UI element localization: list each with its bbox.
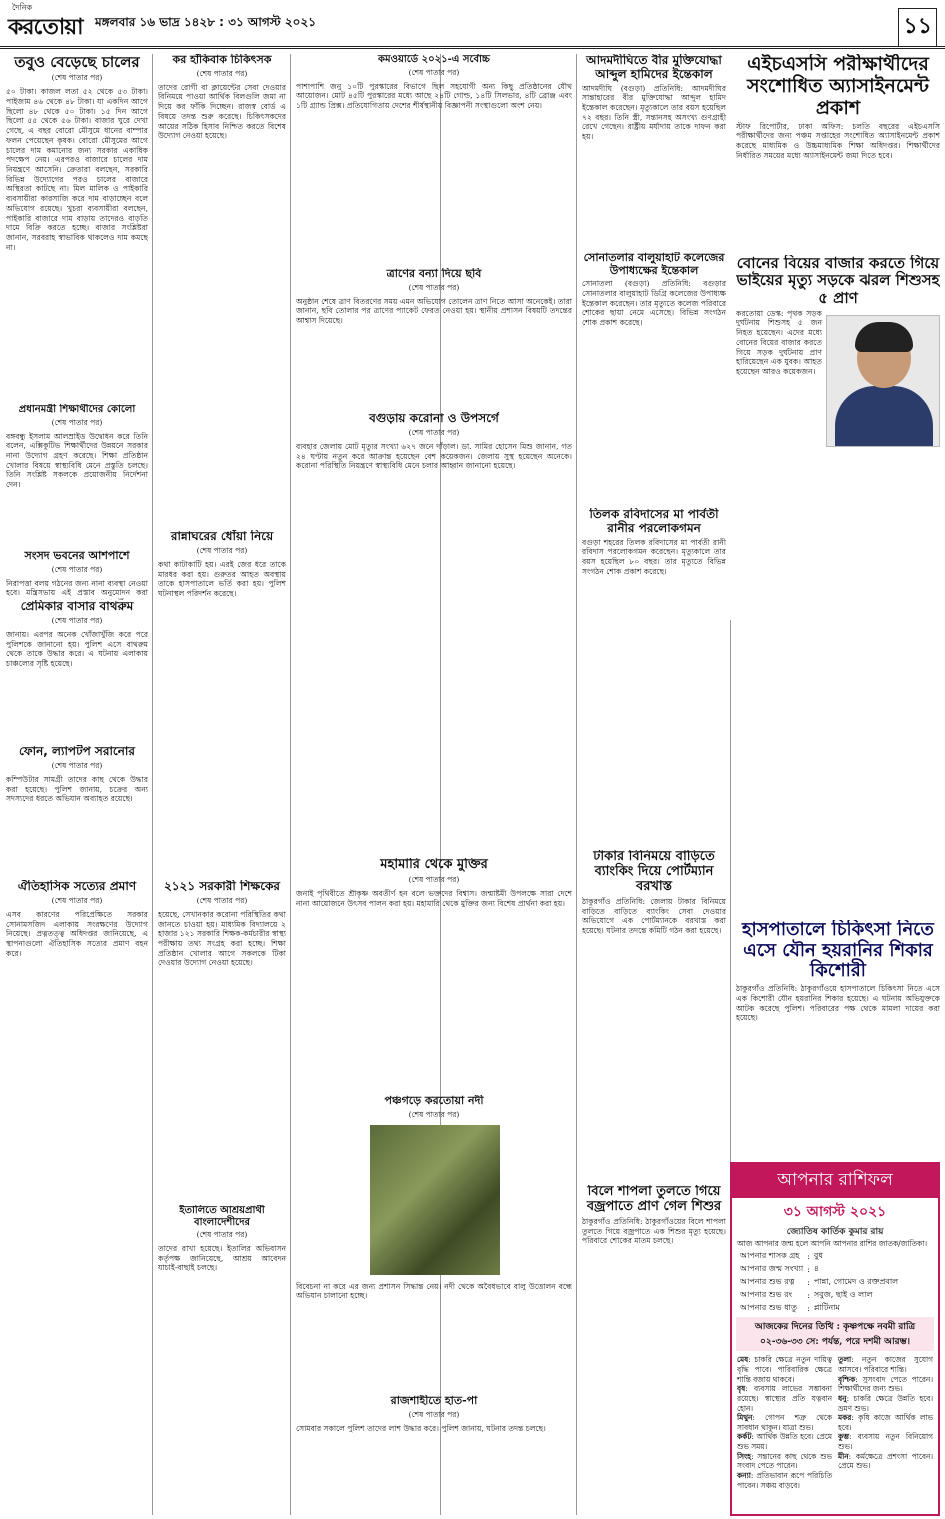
article-body: নিরাপত্তা বলয় গঠনের জন্য নানা ব্যবস্থা নেওয়া হবে। মন্ত্রিসভায় এই প্রস্তাব অনুমোদন করা xyxy=(6,578,148,598)
article-body: এসব কারণের পরিপ্রেক্ষিতে সরকার সোনামসজিদ এলাকায় সংরক্ষণের উদ্যোগ নিয়েছে। প্রত্নতত্ত্ব অধিদপ্তর জানিয়েছে, এ স্থাপনাগুলো ঐতিহাসিক সত্যের প্রমাণ বহন করে। xyxy=(6,909,148,958)
headline: হাসপাতালে চিকিৎসা নিতে এসে যৌন হয়রানির শিকার কিশোরী xyxy=(742,920,934,982)
headline: কমওয়ার্ডে ২০২১-এ সর্বোচ্চ xyxy=(378,54,490,65)
sign-item: মীন: কর্মক্ষেত্রে প্রশংসা পাবেন। প্রেমে শুভ। xyxy=(838,1451,933,1471)
continued: (শেষ পাতার পর) xyxy=(408,874,460,884)
article-body: ঠাকুরগাঁও প্রতিনিধি: ঠাকুরগাঁওয়ে হাসপাতালে চিকিৎসা নিতে এসে এক কিশোরী যৌন হয়রানির শিকার হয়েছে। এ ঘটনায় অভিযুক্তকে আটক করেছে পুলিশ। পরিবারের পক্ষ থেকে মামলা দায়ের করা হয়েছে। xyxy=(736,984,940,1023)
headline: প্রধানমন্ত্রী শিক্ষার্থীদের কোলো xyxy=(18,404,136,415)
article-teacher xyxy=(158,880,286,1200)
lucky-table: আপনার শাসক গ্রহ : বুধ আপনার জন্ম সংখ্যা : ৪ আপনার শুভ রত্ন : পান্না, গোমেদ ও রক্তপ্রবাল আপনার শুভ রং : সবুজ, ছাই ও লাল আপনার শুভ ধাতু : প্লাটিনাম xyxy=(740,1251,899,1314)
article-panchagarh xyxy=(296,1095,572,1355)
article-body: বিবেচনা না করে এর জন্য প্রশাসন সিদ্ধান্ত নেয়। নদী থেকে অবৈধভাবে বালু উত্তোলন বন্ধে অভিযান চালানো হচ্ছে। xyxy=(296,1281,572,1301)
article-rice xyxy=(6,54,148,404)
continued: (শেষ পাতার পর) xyxy=(51,895,103,905)
river-photo xyxy=(370,1125,500,1275)
article-body: ঠাকুরগাঁও প্রতিনিধি: ঠাকুরগাঁওয়ের বিলে শাপলা তুলতে গিয়ে বজ্রপাতে এক শিশুর মৃত্যু হয়েছে। পরিবারে শোকের মাতম চলছে। xyxy=(582,1216,726,1246)
continued: (শেষ পাতার পর) xyxy=(51,760,103,770)
article-accident xyxy=(736,255,940,605)
continued: (শেষ পাতার পর) xyxy=(196,545,248,555)
article-bank xyxy=(582,850,726,1150)
headline: ত্রাণের বন্যা দিয়ে ছবি xyxy=(386,268,482,280)
article-historic xyxy=(6,880,148,1510)
sign-item: কুম্ভ: ব্যবসায় নতুন বিনিয়োগ শুভ। xyxy=(838,1432,933,1452)
article-body: করতোয়া ডেস্ক: পৃথক সড়ক দুর্ঘটনায় শিশুসহ ৫ জন নিহত হয়েছেন। এদের মধ্যে বোনের বিয়ের বাজার করতে গিয়ে সড়ক দুর্ঘটনায় প্রাণ হারিয়েছেন এক যুবক। আহত হয়েছেন আরও কয়েকজন। xyxy=(736,308,822,377)
article-body: অনুষ্ঠান শেষে ত্রাণ বিতরণের সময় এমন অভিযোগ তোলেন ত্রাণ নিতে আসা অনেকেই। তারা জানান, ছবি তোলার পর ত্রাণের প্যাকেট ফেরত নেওয়া হয়। স্থানীয় প্রশাসন বিষয়টি তদন্তের আশ্বাস দিয়েছে। xyxy=(296,296,572,326)
masthead xyxy=(0,0,945,49)
astrologer-name: জ্যোতিষ কার্তিক কুমার রায় xyxy=(786,1227,884,1237)
article-muktir xyxy=(296,858,572,1058)
continued: (শেষ পাতার পর) xyxy=(196,895,248,905)
article-body: স্টাফ রিপোর্টার, ঢাকা অফিস: চলতি বছরের এইচএসসি পরীক্ষার্থীদের জন্য পঞ্চম সপ্তাহের সংশোধিত অ্যাসাইনমেন্ট প্রকাশ করেছে মাধ্যমিক ও উচ্চমাধ্যমিক শিক্ষা অধিদপ্তর। শিক্ষার্থীদের নির্ধারিত সময়ের মধ্যে অ্যাসাইনমেন্ট জমা দিতে হবে। xyxy=(736,121,940,160)
continued: (শেষ পাতার পর) xyxy=(51,417,103,427)
article-body: আদমদীঘি (বগুড়া) প্রতিনিধি: আদমদীঘির সান্তাহারের বীর মুক্তিযোদ্ধা আব্দুল হামিদ ইন্তেকাল করেছেন। মৃত্যুকালে তার বয়স হয়েছিল ৭২ বছর। তিনি স্ত্রী, সন্তানসহ অসংখ্য গুণগ্রাহী রেখে গেছেন। রাষ্ট্রীয় মর্যাদায় তাকে দাফন করা হয়। xyxy=(582,83,726,142)
article-body: হয়েছে, সেখানকার করোনা পরিস্থিতির কথা জানতে চাওয়া হয়। মাধ্যমিক বিদ্যালয়ে ২ হাজার ১২১ সরকারি শিক্ষক-কর্মচারীর স্বাস্থ্য পরীক্ষায় তথ্য সংগ্রহ করা হচ্ছে। শিক্ষা প্রতিষ্ঠান খোলার আগে সকলকে টিকা দেওয়ার উদ্যোগ নেওয়া হয়েছে। xyxy=(158,909,286,968)
article-sonatala xyxy=(582,252,726,502)
sign-item: সিংহ: সন্তানের কাছ থেকে শুভ সংবাদ পেতে পারেন। xyxy=(737,1451,832,1471)
article-kar xyxy=(158,54,286,484)
article-body: ঠাকুরগাঁও প্রতিনিধি: জেলায় টাকার বিনিময়ে বাড়িতে বাড়িতে ব্যাংকিং সেবা দেওয়ার অভিযোগে এক পোর্টম্যানকে বরখাস্ত করা হয়েছে। ঘটনার তদন্তে কমিটি গঠন করা হয়েছে। xyxy=(582,896,726,935)
headline: প্রেমিকার বাসার বাথরুম xyxy=(20,600,134,613)
zodiac-signs xyxy=(732,1353,938,1492)
column-rule xyxy=(152,54,153,1515)
newspaper-logo xyxy=(8,2,83,42)
continued: (শেষ পাতার পর) xyxy=(408,1109,460,1119)
headline: বোনের বিয়ের বাজার করতে গিয়ে ভাইয়ের মৃত্যু সড়কে ঝরল শিশুসহ ৫ প্রাণ xyxy=(736,255,940,307)
headline: রাজশাহীতে হাত-পা xyxy=(390,1395,478,1407)
article-body: কথা কাটাকাটি হয়। এরই জের ধরে তাকে মারধর করা হয়। গুরুতর আহত অবস্থায় তাকে হাসপাতালে ভর্তি করা হয়। পুলিশ ঘটনাস্থল পরিদর্শন করেছে। xyxy=(158,559,286,598)
horoscope-title: আপনার রাশিফল xyxy=(732,1164,938,1198)
victim-portrait xyxy=(826,315,940,447)
headline: সংসদ ভবনের আশপাশে xyxy=(24,550,130,562)
article-body: পাশাপাশি জনু ১০টি পুরস্কারের বিভাগে ছিল সহযোগী অন্য কিছু প্রতিষ্ঠানের যৌথ আয়োজন। মোট ৪৫টি পুরস্কারের মধ্যে আছে ২৪টি গোল্ড, ১৪টি সিলভার, ৪টি ব্রোঞ্জ এবং ১টি গ্র্যান্ড প্রিক্স। প্রতিযোগিতায় দেশের শীর্ষস্থানীয় বিজ্ঞাপনী সংস্থাগুলো অংশ নেয়। xyxy=(296,81,572,110)
horoscope-intro: আজ আপনার জন্ম হলে আপনি আপনার রাশির জাতক/জাতিকা। xyxy=(737,1239,928,1248)
article-body: তাদের রাখা হয়েছে। ইতালির অভিবাসন কর্তৃপক্ষ জানিয়েছে, আশ্রয় আবেদন যাচাই-বাছাই চলছে। xyxy=(158,1244,286,1273)
article-body: ব্যবহার জেলায় মোট মৃত্যুর সংখ্যা ৬২৭ জনে দাঁড়াল। ডা. সামির হোসেন মিশু জানান, গত ২৪ ঘণ্টায় নতুন করে আক্রান্ত হয়েছেন বেশ কয়েকজন। জেলায় সুস্থ হয়েছেন অনেকে। করোনা পরিস্থিতি নিয়ন্ত্রণে স্বাস্থ্যবিধি মেনে চলার আহ্বান জানানো হয়েছে। xyxy=(296,441,572,471)
continued: (শেষ পাতার পর) xyxy=(408,282,460,292)
headline: তবুও বেড়েছে চালের xyxy=(14,54,140,71)
article-hospital xyxy=(736,920,940,1155)
continued: (শেষ পাতার পর) xyxy=(51,73,103,83)
sign-item: কর্কট: আর্থিক উন্নতি হবে। প্রেমে শুভ সময়। xyxy=(737,1432,832,1452)
article-freedom-fighter xyxy=(582,54,726,249)
article-bil xyxy=(582,1185,726,1510)
article-body: তাদের রোগী বা ক্লায়েন্টের সেবা দেওয়ার বিনিময়ে পাওয়া আর্থিক বিলগুলি জমা না দিয়ে কর ফাঁকি দিচ্ছেন। রাজস্ব বোর্ড এ বিষয়ে তদন্ত শুরু করেছে। চিকিৎসকদের আয়ের সঠিক হিসাব নিশ্চিত করতে বিশেষ উদ্যোগ নেওয়া হয়েছে। xyxy=(158,82,286,141)
headline: টাকার বিনিময়ে বাড়িতে ব্যাংকিং দিয়ে পোর্টম্যান বরখাস্ত xyxy=(593,850,715,894)
article-body: বগুড়া শহরের তিলক রবিদাসের মা পার্বতী রানী রবিদাস পরলোকগমন করেছেন। মৃত্যুকালে তার বয়স হয়েছিল ৮০ বছর। তার মৃত্যুতে বিভিন্ন সংগঠন শোক প্রকাশ করেছে। xyxy=(582,537,726,576)
column-rule xyxy=(290,54,291,1515)
continued: (শেষ পাতার পর) xyxy=(196,68,248,78)
continued: (শেষ পাতার পর) xyxy=(408,427,460,437)
headline: তিলক রবিদাসের মা পার্বতী রানীর পরলোকগমন xyxy=(589,508,719,535)
article-italy xyxy=(158,1205,286,1505)
page-number: ১১ xyxy=(898,8,937,47)
sign-item: মিথুন: গোপন শত্রু থেকে সাবধান থাকুন। যাত্রা শুভ। xyxy=(737,1413,832,1432)
sign-item: মকর: কৃষি কাজে আর্থিক লাভ হবে। xyxy=(838,1413,934,1432)
logo-big: করতোয়া xyxy=(8,15,83,40)
sign-item: বৃষ: ব্যবসায় লাভের সম্ভাবনা রয়েছে। স্বাস্থ্যের প্রতি যত্নবান হোন। xyxy=(737,1384,832,1413)
article-tilak xyxy=(582,508,726,798)
headline: এইচএসসি পরীক্ষার্থীদের সংশোধিত অ্যাসাইনমেন্ট প্রকাশ xyxy=(747,54,929,119)
article-covid xyxy=(296,54,572,264)
logo-small: দৈনিক xyxy=(12,3,33,12)
headline: সোনাতলার বালুয়াহাট কলেজের উপাধ্যক্ষের ইন্তেকাল xyxy=(583,252,725,277)
article-pm xyxy=(6,404,148,524)
headline: রান্নাঘরের ধোঁয়া নিয়ে xyxy=(170,530,274,543)
tithi: আজকের দিনের তিথি : কৃষ্ণপক্ষে নবমী রাত্রি ০২-৩৬-৩৩ সে: পর্যন্ত, পরে দশমী আরম্ভ। xyxy=(736,1317,934,1351)
article-body: সোমবার সকালে পুলিশ তাদের লাশ উদ্ধার করে। পুলিশ জানায়, ঘটনার তদন্ত চলছে। xyxy=(296,1423,546,1433)
article-body: বঙ্গবন্ধু ইসলাম আলম্রাইড উদ্বোধন করে তিনি বলেন, এক্সিকুটিভ শিক্ষার্থীদের উন্নয়নে সরকার নানা উদ্যোগ গ্রহণ করেছে। শিক্ষা প্রতিষ্ঠান খোলার বিষয়ে স্বাস্থ্যবিধি মেনে প্রস্তুতি চলছে। তিনি সংশ্লিষ্ট সকলকে প্রয়োজনীয় নির্দেশনা দেন। xyxy=(6,431,148,490)
continued: (শেষ পাতার পর) xyxy=(51,564,103,574)
article-phone xyxy=(6,745,148,865)
sign-item: তুলা: নতুন কাজের সুযোগ আসবে। পরিবারে শান্তি। xyxy=(838,1355,934,1375)
headline: আদমদীঘিতে বীর মুক্তিযোদ্ধা আব্দুল হামিদের ইন্তেকাল xyxy=(586,54,722,81)
article-sangsad xyxy=(6,550,148,600)
article-body: জনাই পৃথিবীতে শ্রীকৃষ্ণ অবতীর্ণ হন বলে ভক্তদের বিশ্বাস। জন্মাষ্টমী উপলক্ষে সারা দেশে নানা আয়োজনে উৎসব পালন করা হয়। মহামারি থেকে মুক্তির জন্য বিশেষ প্রার্থনা করা হয়। xyxy=(296,888,572,908)
article-hsc xyxy=(736,54,940,249)
column-rule xyxy=(576,54,577,1515)
article-body: জানায়। এরপর অনেক খোঁজাখুঁজি করে পরে পুলিশকে জানানো হয়। পুলিশ এসে বাথরুম থেকে তাকে উদ্ধার করে। এ ঘটনায় এলাকায় চাঞ্চল্যের সৃষ্টি হয়েছে। xyxy=(6,629,148,668)
headline: মহামারি থেকে মুক্তির xyxy=(380,858,488,872)
article-bogura xyxy=(296,412,572,852)
continued: (শেষ পাতার পর) xyxy=(408,67,460,77)
headline: ইতালিতে আশ্রয়প্রার্থী বাংলাদেশীদের xyxy=(179,1205,265,1228)
article-rannaghar xyxy=(158,530,286,830)
sign-item: মেষ: চাকরি ক্ষেত্রে নতুন দায়িত্ব বৃদ্ধি পাবে। পারিবারিক ক্ষেত্রে শান্তি বজায় থাকবে। xyxy=(737,1355,832,1384)
headline: বিলে শাপলা তুলতে গিয়ে বজ্রপাতে প্রাণ গেল শিশুর xyxy=(586,1185,722,1214)
sign-item: ধনু: চাকরি ক্ষেত্রে উন্নতি হবে। ভ্রমণ শুভ। xyxy=(838,1393,933,1413)
article-body: কম্পিউটার সামগ্রী তাদের কাছ থেকে উদ্ধার করা হয়েছে। পুলিশ জানায়, চক্রের অন্য সদস্যদের ধরতে অভিযান অব্যাহত রয়েছে। xyxy=(6,774,148,804)
sign-item: কন্যা: প্রতিভাবান রূপে পরিচিতি পাবেন। সঞ্চয় বাড়বে। xyxy=(737,1470,832,1490)
horoscope-date: ৩১ আগস্ট ২০২১ xyxy=(783,1204,887,1220)
dateline: মঙ্গলবার ১৬ ভাদ্র ১৪২৮ : ৩১ আগস্ট ২০২১ xyxy=(95,15,317,29)
headline: ঐতিহাসিক সত্যের প্রমাণ xyxy=(17,880,137,893)
headline: পঞ্চগড়ে করতোয়া নদী xyxy=(384,1095,484,1107)
continued: (শেষ পাতার পর) xyxy=(408,1409,460,1419)
headline: ২১২১ সরকারী শিক্ষকের xyxy=(163,880,281,893)
headline: বগুড়ায় করোনা ও উপসর্গে xyxy=(369,412,499,425)
article-body: ৫০ টাকা। কাজল লতা ৫২ থেকে ৫৩ টাকা। পাইজাম ৪৬ থেকে ৪৮ টাকা। যা একদিন আগে ছিলো ৪৮ থেকে ৫০ টাকা। ১৫ দিন আগে ছিলো ৫৫ থেকে ৫৬ টাকা। বাজার ঘুরে দেখা গেছে, এ বছর বোরো মৌসুমে ধানের বাম্পার ফলন পেয়েছেন কৃষক। বোরো মৌসুমের আগে চালের দাম কমানোর জন্য সরকার একাধিক পদক্ষেপ নেয়। এরপরও বাজারে চালের দাম নিয়ন্ত্রণে আসেনি। ক্রেতারা বলছেন, সরকারি বিভিন্ন উদ্যোগের পরও চালের বাজারে অস্থিরতা কাটছে না। মিল মালিক ও পাইকারি ব্যবসায়ীরা কারসাজি করে দাম বাড়াচ্ছেন বলে অভিযোগ রয়েছে। খুচরা ব্যবসায়ীরা বলছেন, পাইকারি বাজারে দাম বাড়ায় তাদেরও বাড়তি দামে বিক্রি করতে হচ্ছে। বাজার সংশ্লিষ্টরা জানান, সরবরাহ স্বাভাবিক থাকলেও দাম কমছে না। xyxy=(6,87,148,252)
headline: কর হাঁকিবাক চিকিৎসক xyxy=(172,54,272,66)
horoscope-box xyxy=(730,1162,940,1516)
sign-item: বৃশ্চিক: সুসংবাদ পেতে পারেন। শিক্ষার্থীদের জন্য শুভ। xyxy=(838,1374,933,1394)
article-body: সোনাতলা (বগুড়া) প্রতিনিধি: বগুড়ার সোনাতলার বালুয়াহাট ডিগ্রি কলেজের উপাধ্যক্ষ ইন্তেকাল করেছেন। তার মৃত্যুতে কলেজ পরিবারে শোকের ছায়া নেমে এসেছে। বিভিন্ন সংগঠন শোক প্রকাশ করেছে। xyxy=(582,279,726,328)
article-rajshahi xyxy=(296,1395,572,1510)
continued: (শেষ পাতার পর) xyxy=(196,1230,248,1239)
article-tran xyxy=(296,268,572,408)
article-premika xyxy=(6,600,148,720)
continued: (শেষ পাতার পর) xyxy=(51,615,103,625)
headline: ফোন, ল্যাপটপ সরানোর xyxy=(19,745,135,758)
